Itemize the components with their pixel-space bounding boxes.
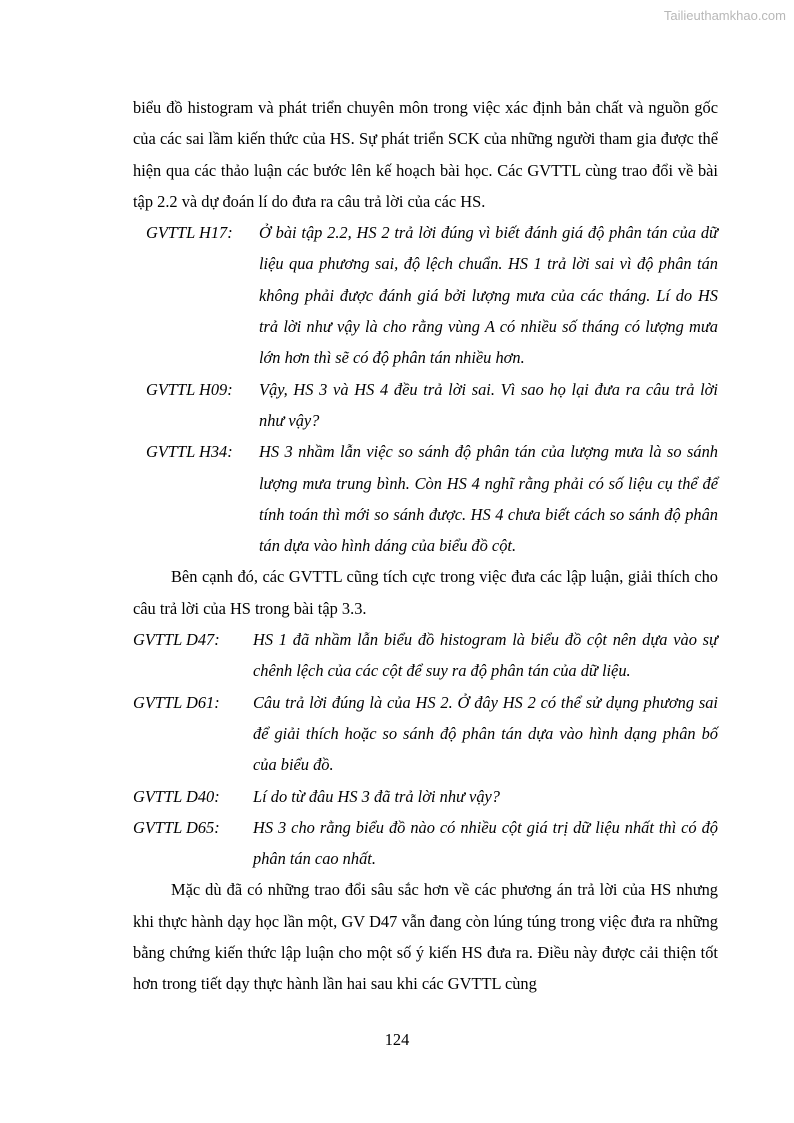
speaker-label: GVTTL H17: bbox=[146, 223, 233, 243]
dialogue-text: HS 1 đã nhầm lẫn biểu đồ histogram là biểu đồ cột nên dựa vào sự chênh lệch của các cột để suy ra độ phân tán của dữ liệu. bbox=[253, 630, 718, 681]
dialogue-group bbox=[133, 624, 718, 874]
speaker-label: GVTTL D40: bbox=[133, 786, 220, 806]
dialogue-text: Ở bài tập 2.2, HS 2 trả lời đúng vì biết đánh giá độ phân tán của dữ liệu qua phương sai, độ lệch chuẩn. HS 1 trả lời sai vì độ phân tán không phải được đánh giá bởi lượng mưa của các tháng. Lí do HS trả lời như vậy là cho rằng vùng A có nhiều số tháng có lượng mưa lớn hơn thì sẽ có độ phân tán nhiều hơn. bbox=[259, 223, 718, 368]
paragraph: Mặc dù đã có những trao đổi sâu sắc hơn về các phương án trả lời của HS nhưng khi thực hành dạy học lần một, GV D47 vẫn đang còn lúng túng trong việc đưa ra những bằng chứng kiến thức lập luận cho một số ý kiến HS đưa ra. Điều này được cải thiện tốt hơn trong tiết dạy thực hành lần hai sau khi các GVTTL cùng bbox=[133, 880, 718, 994]
dialogue-line bbox=[146, 217, 718, 373]
paragraph: biểu đồ histogram và phát triển chuyên môn trong việc xác định bản chất và nguồn gốc của các sai lầm kiến thức của HS. Sự phát triển SCK của những người tham gia được thể hiện qua các thảo luận các bước lên kế hoạch bài học. Các GVTTL cùng trao đổi về bài tập 2.2 và dự đoán lí do đưa ra câu trả lời của các HS. bbox=[133, 98, 718, 211]
page-body bbox=[133, 92, 718, 1000]
dialogue-text: HS 3 nhầm lẫn việc so sánh độ phân tán của lượng mưa là so sánh lượng mưa trung bình. Còn HS 4 nghĩ rằng phải có số liệu cụ thể để tính toán thì mới so sánh được. HS 4 chưa biết cách so sánh độ phân tán dựa vào hình dáng của biểu đồ cột. bbox=[259, 442, 718, 556]
speaker-label: GVTTL H34: bbox=[146, 442, 233, 462]
speaker-label: GVTTL D65: bbox=[133, 817, 220, 837]
dialogue-line bbox=[146, 374, 718, 437]
dialogue-text: Lí do từ đâu HS 3 đã trả lời như vậy? bbox=[253, 786, 500, 806]
paragraph: Bên cạnh đó, các GVTTL cũng tích cực trong việc đưa các lập luận, giải thích cho câu trả lời của HS trong bài tập 3.3. bbox=[133, 567, 718, 618]
dialogue-line bbox=[133, 781, 718, 812]
dialogue-line bbox=[133, 687, 718, 781]
speaker-label: GVTTL D61: bbox=[133, 692, 220, 712]
watermark: Tailieuthamkhao.com bbox=[663, 8, 786, 23]
page-number: 124 bbox=[384, 1030, 410, 1049]
dialogue-line bbox=[146, 436, 718, 561]
dialogue-group bbox=[146, 217, 718, 561]
dialogue-text: Câu trả lời đúng là của HS 2. Ở đây HS 2 có thể sử dụng phương sai để giải thích hoặc so sánh độ phân tán dựa vào hình dạng phân bố của biểu đồ. bbox=[253, 692, 718, 775]
dialogue-text: HS 3 cho rằng biểu đồ nào có nhiều cột giá trị dữ liệu nhất thì có độ phân tán cao nhất. bbox=[253, 817, 718, 869]
dialogue-line bbox=[133, 624, 718, 687]
dialogue-text: Vậy, HS 3 và HS 4 đều trả lời sai. Vì sao họ lại đưa ra câu trả lời như vậy? bbox=[259, 379, 718, 430]
speaker-label: GVTTL D47: bbox=[133, 630, 220, 650]
speaker-label: GVTTL H09: bbox=[146, 379, 233, 399]
dialogue-line bbox=[133, 812, 718, 875]
